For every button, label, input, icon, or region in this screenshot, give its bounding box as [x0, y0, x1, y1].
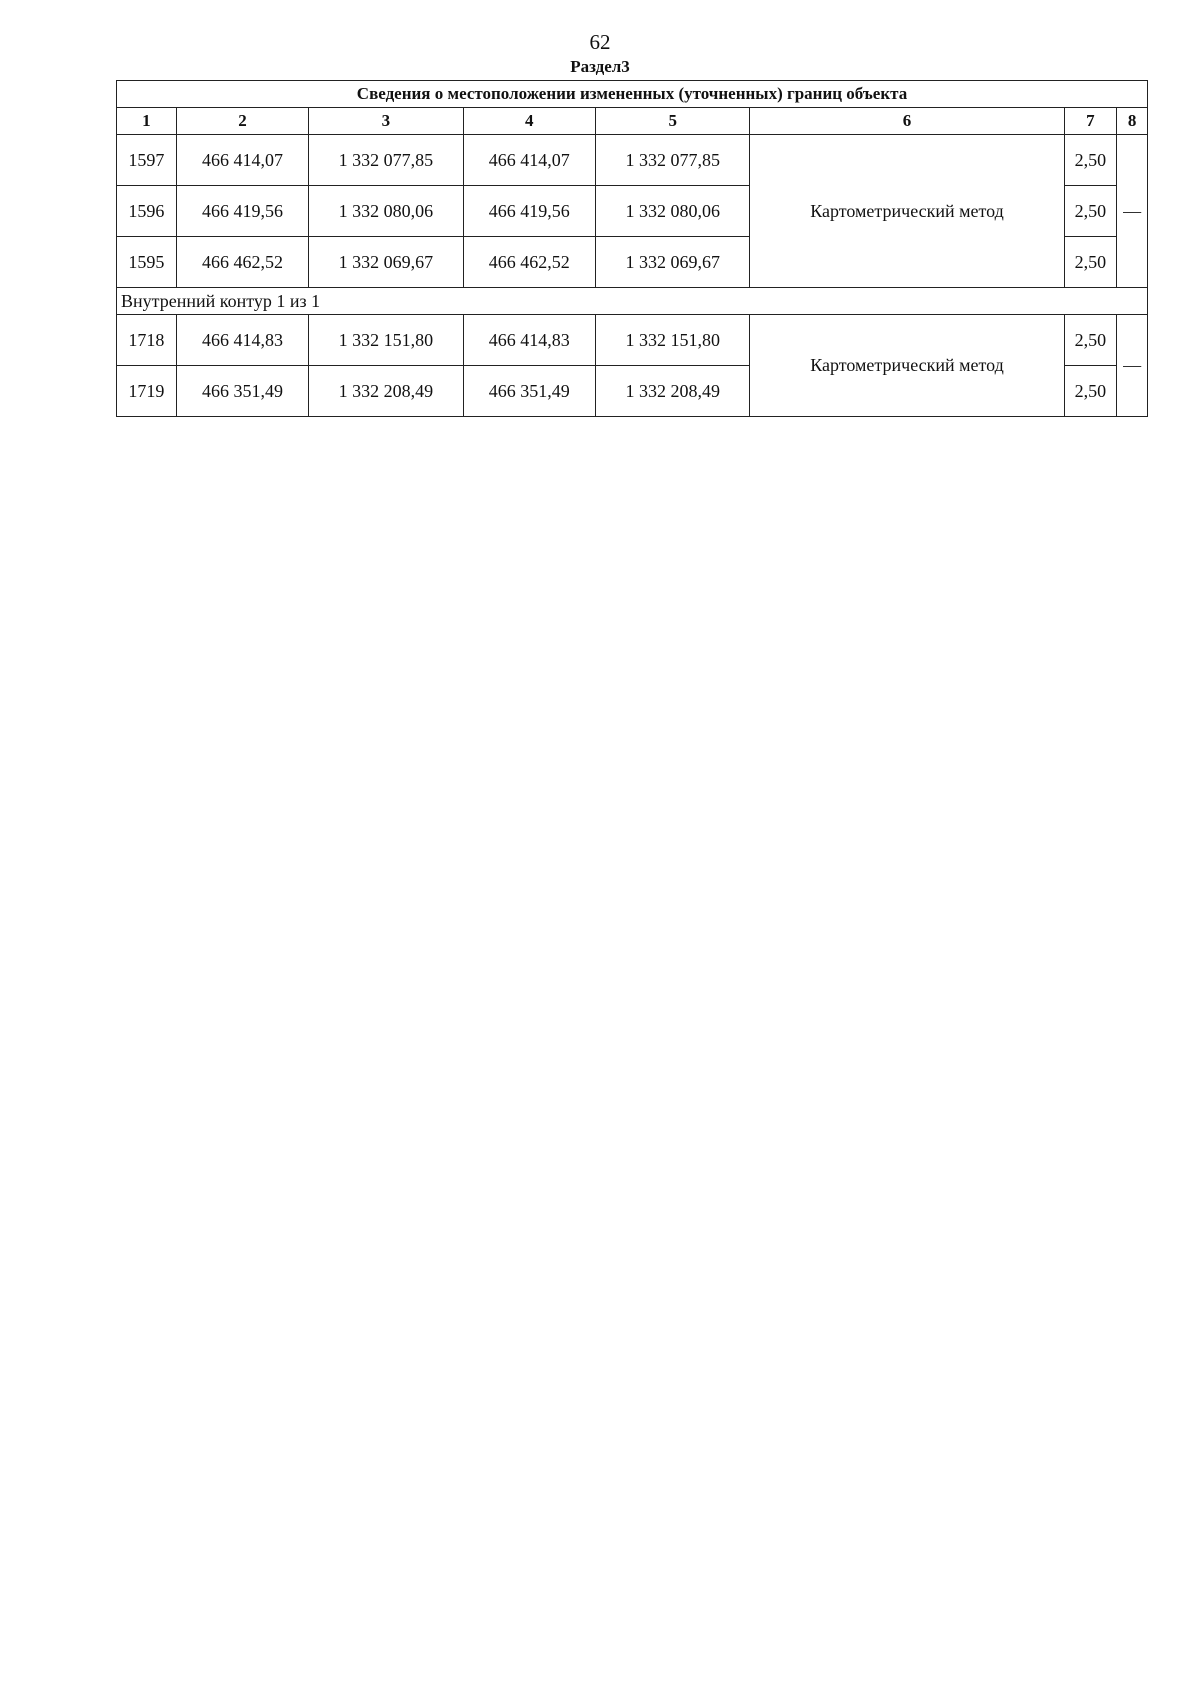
table-row [117, 135, 1148, 186]
column-header: 7 [1064, 108, 1117, 135]
method-cell: Картометрический метод [750, 315, 1064, 417]
table-cell: 1 332 151,80 [309, 315, 463, 366]
page-number: 62 [589, 30, 611, 54]
table-cell: 1 332 077,85 [596, 135, 750, 186]
section-label: Раздел3 [570, 57, 630, 76]
table-cell: 466 351,49 [463, 366, 595, 417]
table-cell: 1 332 069,67 [309, 237, 463, 288]
column-header: 8 [1117, 108, 1148, 135]
table-cell: 466 462,52 [176, 237, 308, 288]
table-cell: 466 414,83 [176, 315, 308, 366]
table-cell: 1 332 080,06 [309, 186, 463, 237]
table-cell: 2,50 [1064, 366, 1117, 417]
table-cell: 466 351,49 [176, 366, 308, 417]
column-header: 4 [463, 108, 595, 135]
table-cell: 1 332 069,67 [596, 237, 750, 288]
table-cell: 1 332 151,80 [596, 315, 750, 366]
method-cell: Картометрический метод [750, 135, 1064, 288]
table-cell: 1595 [117, 237, 177, 288]
table-cell: 466 419,56 [463, 186, 595, 237]
table-cell: 466 414,07 [463, 135, 595, 186]
inner-contour-label: Внутренний контур 1 из 1 [117, 288, 1148, 315]
table-cell: 466 462,52 [463, 237, 595, 288]
table-cell: 2,50 [1064, 315, 1117, 366]
table-cell: 1596 [117, 186, 177, 237]
table-cell: 1 332 080,06 [596, 186, 750, 237]
column-header: 3 [309, 108, 463, 135]
table-cell: 1 332 077,85 [309, 135, 463, 186]
table-row [117, 315, 1148, 366]
column-header: 6 [750, 108, 1064, 135]
table-cell: 466 419,56 [176, 186, 308, 237]
table-cell: 466 414,07 [176, 135, 308, 186]
table-cell: 1 332 208,49 [309, 366, 463, 417]
dash-cell: — [1117, 135, 1148, 288]
table-cell: 2,50 [1064, 186, 1117, 237]
table-cell: 1719 [117, 366, 177, 417]
table-cell: 2,50 [1064, 135, 1117, 186]
column-header: 1 [117, 108, 177, 135]
table-cell: 466 414,83 [463, 315, 595, 366]
coordinates-table [116, 80, 1148, 417]
table-title: Сведения о местоположении измененных (уточненных) границ объекта [117, 81, 1148, 108]
column-header: 2 [176, 108, 308, 135]
table-cell: 1718 [117, 315, 177, 366]
table-cell: 1597 [117, 135, 177, 186]
column-header-row [117, 108, 1148, 135]
column-header: 5 [596, 108, 750, 135]
dash-cell: — [1117, 315, 1148, 417]
table-cell: 2,50 [1064, 237, 1117, 288]
table-cell: 1 332 208,49 [596, 366, 750, 417]
